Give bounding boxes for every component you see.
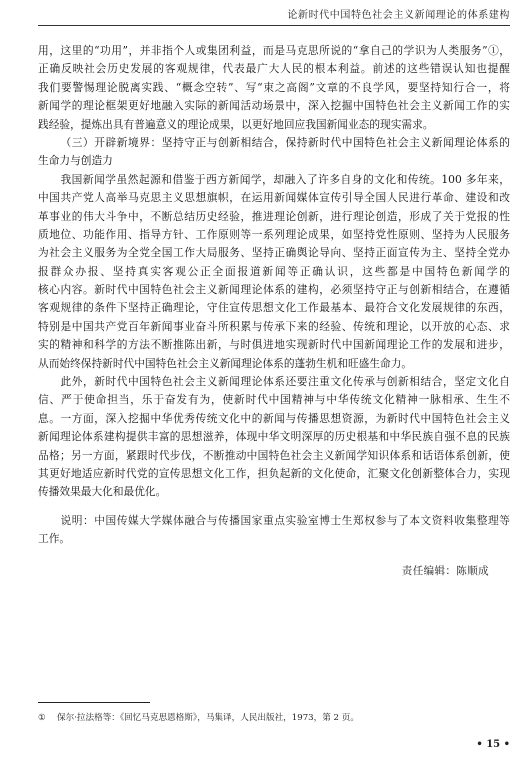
text-line: 新闻学的理论框架更好地融入实际的新闻活动场景中，深入挖掘中国特色社会主义新闻工作的实 — [38, 99, 510, 113]
text-line: 为社会主义服务为全党全国工作大局服务、坚持正确舆论导向、坚持正面宣传为主、坚持全党办 — [38, 246, 510, 260]
footnote-marker: ① — [38, 713, 46, 723]
paragraph-continuation — [38, 42, 510, 134]
text-line: 特别是中国共产党百年新闻事业奋斗所积累与传承下来的经验、传统和理论，以开放的心态、求 — [38, 319, 510, 333]
text-line: 中国共产党人高举马克思主义思想旗帜，在运用新闻媒体宣传引导全国人民进行革命、建设和改 — [38, 191, 510, 205]
text-line: 实的精神和科学的方法不断推陈出新，与时俱进地实现新时代中国新闻理论工作的发展和进步， — [38, 338, 510, 352]
text-line: 报群众办报、坚持真实客观公正全面报道新闻等正确认识，这些都是中国特色新闻学的 — [38, 264, 510, 278]
text-line: 核心内容。新时代中国特色社会主义新闻理论体系的建构，必须坚持守正与创新相结合，在遵循 — [38, 283, 510, 297]
text-line: 信、严于使命担当，乐于奋发有为，使新时代中国精神与中华传统文化精神一脉相承、生生不 — [38, 393, 510, 407]
acknowledgement-note — [38, 512, 510, 549]
footnote-rule — [38, 702, 150, 703]
running-header: 论新时代中国特色社会主义新闻理论的体系建构 — [287, 10, 510, 21]
article-body — [38, 42, 510, 502]
paragraph — [38, 171, 510, 373]
text-line: 践经验，提炼出具有普遍意义的理论成果，以更好地回应我国新闻业态的现实需求。 — [38, 117, 434, 131]
paragraph — [38, 373, 510, 502]
footnote-text: 保尔·拉法格等：《回忆马克思恩格斯》，马集译，人民出版社，1973，第 2 页。 — [57, 713, 359, 723]
text-line: 传播效果最大化和最优化。 — [38, 485, 167, 499]
text-line: 息。一方面，深入挖掘中华优秀传统文化中的新闻与传播思想资源，为新时代中国特色社会主义 — [38, 411, 510, 425]
text-line: 革事业的伟大斗争中，不断总结历史经验，推进理论创新，进行理论创造，形成了关于党报的性 — [38, 209, 510, 223]
text-line: 质地位、功能作用、指导方针、工作原则等一系列理论成果，如坚持党性原则、坚持为人民服务 — [38, 227, 510, 241]
text-line: 从而始终保持新时代中国特色社会主义新闻理论体系的蓬勃生机和旺盛生命力。 — [38, 356, 413, 370]
header-rule — [38, 25, 510, 26]
text-line: 此外，新时代中国特色社会主义新闻理论体系还要注重文化传承与创新相结合，坚定文化自 — [60, 375, 510, 389]
text-line: 客观规律的条件下坚持正确理论，守住宣传思想文化工作最基本、最符合文化发展规律的东西， — [38, 301, 510, 315]
text-line: 新闻理论体系建构提供丰富的思想滋养，体现中华文明深厚的历史根基和中华民族自强不息的民族 — [38, 430, 510, 444]
section-heading — [38, 134, 510, 171]
footnote — [38, 711, 510, 725]
heading-line: 生命力与创造力 — [38, 154, 113, 168]
responsible-editor: 责任编辑：陈顺成 — [401, 565, 489, 577]
text-line: 用，这里的“功用”，并非指个人或集团利益，而是马克思所说的“拿自己的学识为人类服务”①， — [38, 44, 510, 57]
text-line: 我国新闻学虽然起源和借鉴于西方新闻学，却融入了许多自身的文化和传统。100 多年来， — [60, 172, 510, 186]
note-line: 说明：中国传媒大学媒体融合与传播国家重点实验室博士生郑权参与了本文资料收集整理等 — [60, 514, 510, 527]
text-line: 正确反映社会历史发展的客观规律，代表最广大人民的根本利益。前述的这些错误认知也提醒 — [38, 62, 510, 76]
text-line: 我们要警惕理论脱离实践、“概念空转”、写“束之高阁”文章的不良学风，要坚持知行合一，将 — [38, 80, 510, 94]
text-line: 其更好地适应新时代党的宣传思想文化工作，担负起新的文化使命，汇聚文化创新整体合力，实现 — [38, 466, 510, 480]
heading-line: （三）开辟新境界：坚持守正与创新相结合，保持新时代中国特色社会主义新闻理论体系的 — [60, 135, 510, 149]
note-line: 工作。 — [38, 532, 71, 546]
text-line: 品格；另一方面，紧跟时代步伐，不断推动中国特色社会主义新闻学知识体系和话语体系创新，使 — [38, 448, 510, 462]
page-number: • 15 • — [476, 739, 510, 750]
